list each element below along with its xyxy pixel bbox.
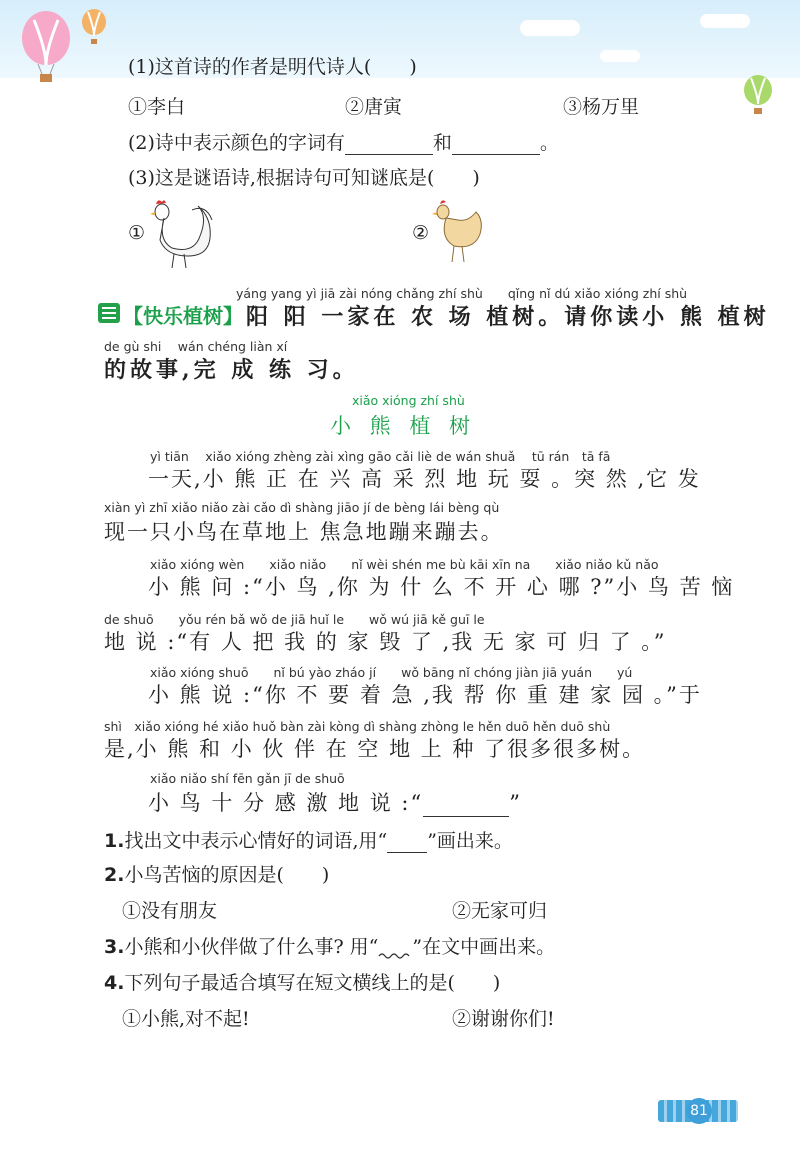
pinyin-line: xiǎo xióng shuō nǐ bú yào zháo jí wǒ bāng nǐ chóng jiàn jiā yuán yú [150,665,633,680]
section-line-1: 阳 阳 一家在 农 场 植树。请你读小 熊 植树 [246,304,770,330]
underline-sample [387,834,427,853]
cloud-decoration [700,14,750,28]
exercise-text: 下列句子最适合填写在短文横线上的是( ) [124,972,501,994]
option: ③杨万里 [563,96,640,118]
pinyin-line: de shuō yǒu rén bǎ wǒ de jiā huǐ le wǒ wú jiā kě guī le [104,612,485,627]
rooster-icon [142,196,218,272]
story-line-last [148,787,522,817]
wavy-line-sample [378,941,412,959]
exercise-text: ”画出来。 [427,830,513,852]
pinyin-line: yáng yang yì jiā zài nóng chǎng zhí shù qǐng nǐ dú xiǎo xióng zhí shù [236,286,688,301]
section-title: 【快乐植树】 [123,304,243,328]
option: ①小熊,对不起! [122,1008,250,1030]
exercise-4 [104,968,500,995]
exercise-number: 2. [104,864,125,886]
story-title: 小 熊 植 树 [330,414,477,438]
section-three-icon [98,303,120,323]
hot-air-balloon-icon [742,74,774,116]
option: ②谢谢你们! [452,1008,555,1030]
exercise-text: 小熊和小伙伴做了什么事? 用“ [124,936,379,958]
question-2-and: 和 [432,132,452,154]
answer-blank[interactable] [452,136,540,155]
question-1: (1)这首诗的作者是明代诗人( ) [128,56,417,78]
question-2 [128,128,559,155]
pinyin-line: shì xiǎo xióng hé xiǎo huǒ bàn zài kòng dì shàng zhòng le hěn duō hěn duō shù [104,719,611,734]
question-2-end: 。 [539,132,559,154]
answer-blank[interactable] [345,136,433,155]
pinyin-line: de gù shi wán chéng liàn xí [104,339,288,354]
cloud-decoration [520,20,580,36]
option: ② [412,222,430,244]
exercise-number: 1. [104,830,125,852]
pinyin-line: xiǎo niǎo shí fēn gǎn jī de shuō [150,771,345,786]
option: ① [128,222,146,244]
story-answer-blank[interactable] [423,798,509,817]
exercise-number: 3. [104,936,125,958]
hot-air-balloon-icon [80,8,108,46]
story-line-text: 小 鸟 十 分 感 激 地 说 :“ [148,791,424,815]
exercise-number: 4. [104,972,125,994]
option: ②唐寅 [345,96,403,118]
exercise-text: 找出文中表示心情好的词语,用“ [124,830,388,852]
pinyin-line: xiàn yì zhī xiǎo niǎo zài cǎo dì shàng jiāo jí de bèng lái bèng qù [104,500,500,515]
story-line: 一天,小 熊 正 在 兴 高 采 烈 地 玩 耍 。突 然 ,它 发 [148,467,701,491]
exercise-3 [104,932,555,959]
hen-icon [428,198,488,268]
hot-air-balloon-icon [18,10,74,84]
page-number-badge [658,1100,738,1122]
option: ①李白 [128,96,186,118]
story-line: 小 熊 问 :“小 鸟 ,你 为 什 么 不 开 心 哪 ?”小 鸟 苦 恼 [148,575,735,599]
option: ①没有朋友 [122,900,218,922]
story-title-pinyin: xiǎo xióng zhí shù [352,393,465,408]
story-line: 地 说 :“有 人 把 我 的 家 毁 了 ,我 无 家 可 归 了 。” [104,630,667,654]
question-2-text: (2)诗中表示颜色的字词有 [128,132,345,154]
exercise-2 [104,860,329,887]
option: ②无家可归 [452,900,548,922]
exercise-text: ”在文中画出来。 [412,936,556,958]
exercise-1 [104,826,513,853]
story-line: 小 熊 说 :“你 不 要 着 急 ,我 帮 你 重 建 家 园 。”于 [148,683,702,707]
cloud-decoration [600,50,640,62]
story-line: 是,小 熊 和 小 伙 伴 在 空 地 上 种 了很多很多树。 [104,737,646,761]
page-number: 81 [686,1098,712,1124]
question-3: (3)这是谜语诗,根据诗句可知谜底是( ) [128,167,480,189]
pinyin-line: xiǎo xióng wèn xiǎo niǎo nǐ wèi shén me bù kāi xīn na xiǎo niǎo kǔ nǎo [150,557,659,572]
story-line: 现一只小鸟在草地上 焦急地蹦来蹦去。 [104,520,504,544]
close-quote: ” [509,791,522,815]
exercise-text: 小鸟苦恼的原因是( ) [124,864,330,886]
pinyin-line: yì tiān xiǎo xióng zhèng zài xìng gāo cǎi liè de wán shuǎ tū rán tā fā [150,449,611,464]
section-line-2: 的故事,完 成 练 习。 [104,357,359,383]
